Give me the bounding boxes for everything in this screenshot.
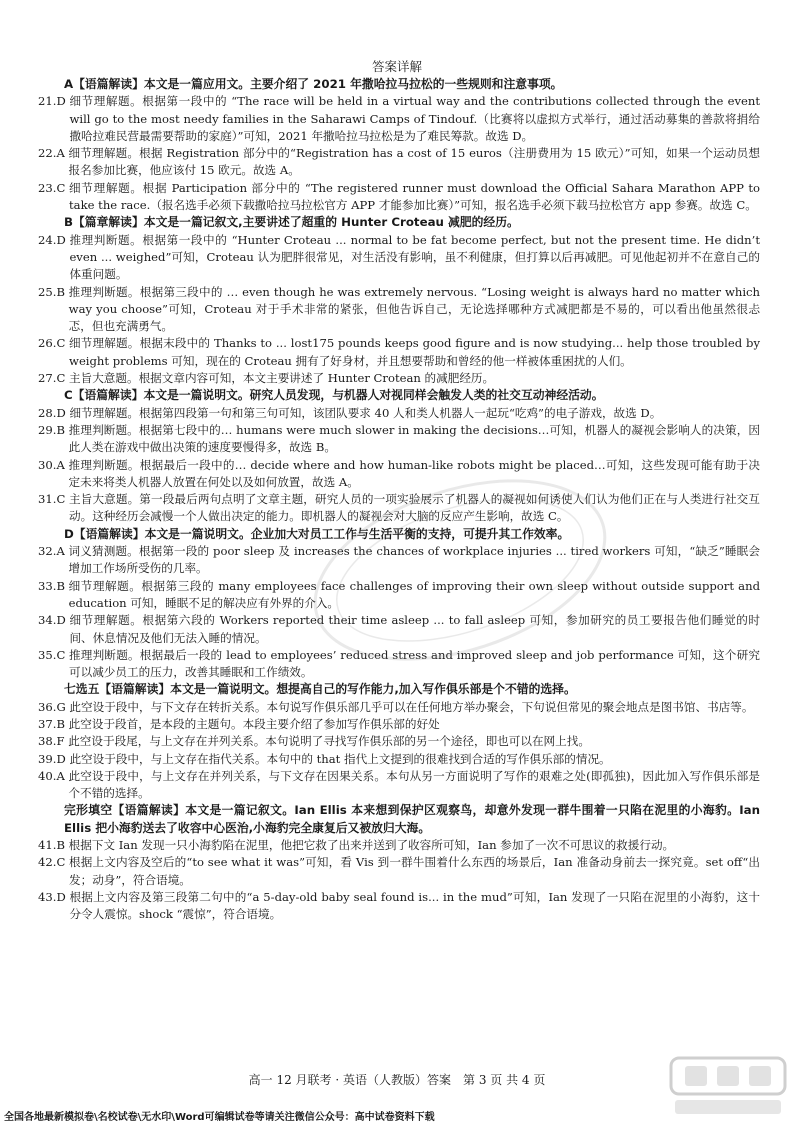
- answer-letter: C: [56, 180, 66, 195]
- question-number: 21.: [38, 94, 57, 109]
- answer-item: [38, 543, 760, 578]
- answer-letter: B: [56, 284, 65, 299]
- answer-letter: C: [56, 371, 66, 386]
- answer-letter: B: [56, 716, 65, 731]
- answer-explanation: 推理判断题。根据第三段中的 … even though he was extremely nervous. “Losing weight is always hard no matter which way you choose”可知，Croteau 对于手术非常的紧张，但他告诉自己，无论选择哪种方式减肥都是不易的，可以看出他虽然很忐忑，但也充满勇气。: [68, 284, 760, 334]
- answer-letter: A: [56, 768, 65, 783]
- answer-item: [38, 751, 760, 768]
- answer-letter: B: [56, 578, 65, 593]
- answer-item: [38, 405, 760, 422]
- question-number: 41.: [38, 838, 57, 853]
- answer-item: [38, 699, 760, 716]
- answer-item: [38, 889, 760, 924]
- answer-letter: D: [56, 613, 66, 628]
- question-number: 38.: [38, 734, 57, 749]
- answer-item: [38, 733, 760, 750]
- section-seven-choose-five: [38, 681, 760, 802]
- answer-item: [38, 854, 760, 889]
- answer-item: [38, 768, 760, 803]
- answer-letter: D: [56, 405, 66, 420]
- answer-item: [38, 578, 760, 613]
- question-number: 26.: [38, 336, 57, 351]
- answer-explanation: 此空设于段中，与上文存在指代关系。本句中的 that 指代上文提到的很难找到合适的写作俱乐部的情况。: [69, 751, 611, 766]
- answer-letter: G: [56, 699, 66, 714]
- answer-item: [38, 716, 760, 733]
- question-number: 33.: [38, 578, 57, 593]
- answer-item: [38, 491, 760, 526]
- question-number: 23.: [38, 180, 57, 195]
- answer-letter: C: [56, 336, 66, 351]
- answer-letter: D: [56, 232, 66, 247]
- answer-item: [38, 457, 760, 492]
- answer-explanation: 细节理解题。根据第六段的 Workers reported their time asleep ... to fall asleep 可知，参加研究的员工要报告他们睡觉的时间、休息情况及他们无法入睡的情况。: [69, 613, 760, 645]
- answer-explanation: 推理判断题。根据最后一段中的… decide where and how human-like robots might be placed…可知，这些发现可能有助于决定未来将类人机器人放置在何处以及如何放置，故选 A。: [68, 457, 760, 489]
- question-number: 29.: [38, 422, 57, 437]
- section-cloze: [38, 802, 760, 923]
- answer-letter: B: [56, 422, 65, 437]
- question-number: 42.: [38, 855, 57, 870]
- answer-item: [38, 612, 760, 647]
- answer-letter: D: [56, 889, 66, 904]
- section-c: [38, 387, 760, 525]
- answer-explanation: 根据上文内容及第三段第二句中的“a 5-day-old baby seal found is... in the mud”可知，Ian 发现了一只陷在泥里的小海豹，这十分令人震惊。shock “震惊”，符合语境。: [69, 889, 760, 922]
- question-number: 43.: [38, 889, 57, 904]
- answer-explanation: 主旨大意题。根据文章内容可知，本文主要讲述了 Hunter Crotean 的减肥经历。: [69, 371, 495, 386]
- answer-explanation: 主旨大意题。第一段最后两句点明了文章主题，研究人员的一项实验展示了机器人的凝视如何诱使人们认为他们正在与人类进行社交互动。这种经历会减慢一个人做出决定的能力。即机器人的凝视会对大脑的反应产生影响，故选 C。: [69, 492, 760, 524]
- answer-letter: B: [56, 838, 65, 853]
- question-number: 28.: [38, 405, 57, 420]
- question-number: 35.: [38, 647, 57, 662]
- question-number: 24.: [38, 232, 57, 247]
- section-heading: C【语篇解读】本文是一篇说明文。研究人员发现，与机器人对视同样会触发人类的社交互动神经活动。: [64, 388, 604, 403]
- answer-explanation: 细节理解题。根据末段中的 Thanks to ... lost175 pounds keeps good figure and is now studying... help those troubled by weight problems 可知，现在的 Croteau 拥有了好身材，并且想要帮助和曾经的他一样被体重困扰的人们。: [69, 336, 760, 368]
- answer-item: [38, 647, 760, 682]
- answer-explanation: 细节理解题。根据第一段中的 “The race will be held in a virtual way and the contributions collected through the event will go to the most needy families in the Saharawi Camps of Tindouf.（比赛将以虚拟方式举行，通过活动募集的善款将捐给撒哈拉难民营最需要帮助的家庭）”可知，2021 年撒哈拉马拉松是为了难民筹款。故选 D。: [69, 94, 760, 143]
- answer-explanation: 细节理解题。根据第三段的 many employees face challenges of improving their own sleep without outside support and education 可知，睡眠不足的解决应有外界的介入。: [68, 578, 760, 610]
- question-number: 32.: [38, 544, 57, 559]
- question-number: 31.: [38, 492, 57, 507]
- answer-explanation: 推理判断题。根据最后一段的 lead to employees’ reduced stress and improved sleep and job performance 可知，这个研究可以减少员工的压力，改善其睡眠和工作绩效。: [69, 647, 760, 680]
- answer-explanation: 此空设于段中，与上文存在并列关系，与下文存在因果关系。本句从另一方面说明了写作的艰难之处(即孤独)，因此加入写作俱乐部是个不错的选择。: [68, 768, 760, 801]
- answer-item: [38, 180, 760, 215]
- answer-letter: C: [56, 855, 66, 870]
- answer-item: [38, 93, 760, 145]
- answer-item: [38, 284, 760, 336]
- section-heading: B【篇章解读】本文是一篇记叙文,主要讲述了超重的 Hunter Croteau 减肥的经历。: [64, 215, 519, 230]
- answer-explanation: 此空设于段中，与下文存在转折关系。本句说写作俱乐部几乎可以在任何地方举办聚会，下句说但常见的聚会地点是图书馆、书店等。: [69, 699, 754, 714]
- question-number: 34.: [38, 613, 57, 628]
- section-heading: 完形填空【语篇解读】本文是一篇记叙文。Ian Ellis 本来想到保护区观察鸟，却意外发现一群牛围着一只陷在泥里的小海豹。Ian Ellis 把小海豹送去了收容中心医治,小海豹完全康复后又被放归大海。: [64, 803, 760, 835]
- question-number: 27.: [38, 371, 57, 386]
- section-b: [38, 214, 760, 387]
- answer-content: [38, 76, 760, 924]
- answer-item: [38, 837, 760, 854]
- section-heading: D【语篇解读】本文是一篇说明文。企业加大对员工工作与生活平衡的支持，可提升其工作效率。: [64, 526, 570, 541]
- section-heading: A【语篇解读】本文是一篇应用文。主要介绍了 2021 年撒哈拉马拉松的一些规则和注意事项。: [64, 77, 563, 91]
- question-number: 40.: [38, 768, 57, 783]
- question-number: 37.: [38, 716, 57, 731]
- answer-explanation: 细节理解题。根据 Registration 部分中的“Registration has a cost of 15 euros（注册费用为 15 欧元）”可知，如果一个运动员想报名参加比赛，他应该付 15 欧元。故选 A。: [68, 146, 760, 178]
- answer-explanation: 细节理解题。根据 Participation 部分中的 “The registered runner must download the Official Sahara Marathon APP to take the race.（报名选手必须下载撒哈拉马拉松官方 APP 才能参加比赛）”可知，报名选手必须下载马拉松官方 app 参赛。故选 C。: [69, 180, 760, 213]
- answer-letter: D: [56, 94, 66, 109]
- answer-explanation: 词义猜测题。根据第一段的 poor sleep 及 increases the chances of workplace injuries ... tired workers 可知，“缺乏”睡眠会增加工作场所受伤的几率。: [68, 544, 760, 576]
- question-number: 25.: [38, 284, 57, 299]
- section-d: [38, 526, 760, 682]
- answer-letter: A: [56, 457, 65, 472]
- page-footer: 高一 12 月联考 · 英语（人教版）答案 第 3 页 共 4 页: [248, 1073, 546, 1087]
- answer-item: [38, 335, 760, 370]
- answer-letter: D: [56, 751, 66, 766]
- answer-letter: A: [56, 146, 65, 161]
- question-number: 36.: [38, 699, 57, 714]
- answer-explanation: 此空设于段首，是本段的主题句。本段主要介绍了参加写作俱乐部的好处: [68, 716, 440, 731]
- section-a: [38, 76, 760, 214]
- answer-item: [38, 422, 760, 457]
- answer-letter: A: [56, 544, 65, 559]
- answer-explanation: 根据上文内容及空后的“to see what it was”可知，看 Vis 到一群牛围着什么东西的场景后，Ian 准备动身前去一探究竟。set off“出发；动身”，符合语境。: [69, 855, 760, 887]
- answer-letter: C: [56, 492, 66, 507]
- answer-explanation: 根据下文 Ian 发现一只小海豹陷在泥里，他把它救了出来并送到了收容所可知，Ian 参加了一次不可思议的救援行动。: [68, 838, 675, 853]
- answer-explanation: 推理判断题。根据第七段中的… humans were much slower in making the decisions…可知，机器人的凝视会影响人的决策，因此人类在游戏中做出决策的速度要慢得多，故选 B。: [68, 422, 760, 455]
- answer-item: [38, 370, 760, 387]
- section-heading: 七选五【语篇解读】本文是一篇说明文。想提高自己的写作能力,加入写作俱乐部是个不错的选择。: [64, 682, 576, 697]
- answer-letter: F: [56, 734, 65, 749]
- question-number: 30.: [38, 457, 57, 472]
- question-number: 39.: [38, 751, 57, 766]
- answer-explanation: 推理判断题。根据第一段中的 “Hunter Croteau ... normal to be fat become perfect, but not the present time. He didn’t even ... weighed”可知，Croteau 认为肥胖很常见，对生活没有影响，虽不利健康，但打算以后再减肥。可见他起初并不在意自己的体重问题。: [69, 232, 760, 282]
- answer-explanation: 此空设于段尾，与上文存在并列关系。本句说明了寻找写作俱乐部的另一个途径，即也可以在网上找。: [68, 734, 590, 749]
- answer-letter: C: [56, 647, 66, 662]
- page-title: 答案详解: [371, 59, 422, 74]
- bottom-note: 全国各地最新模拟卷\名校试卷\无水印\Word可编辑试卷等请关注微信公众号：高中试卷资料下载: [4, 1112, 435, 1123]
- answer-explanation: 细节理解题。根据第四段第一句和第三句可知，该团队要求 40 人和类人机器人一起玩“吃鸡”的电子游戏，故选 D。: [69, 405, 662, 420]
- question-number: 22.: [38, 146, 57, 161]
- answer-item: [38, 145, 760, 180]
- answer-item: [38, 232, 760, 284]
